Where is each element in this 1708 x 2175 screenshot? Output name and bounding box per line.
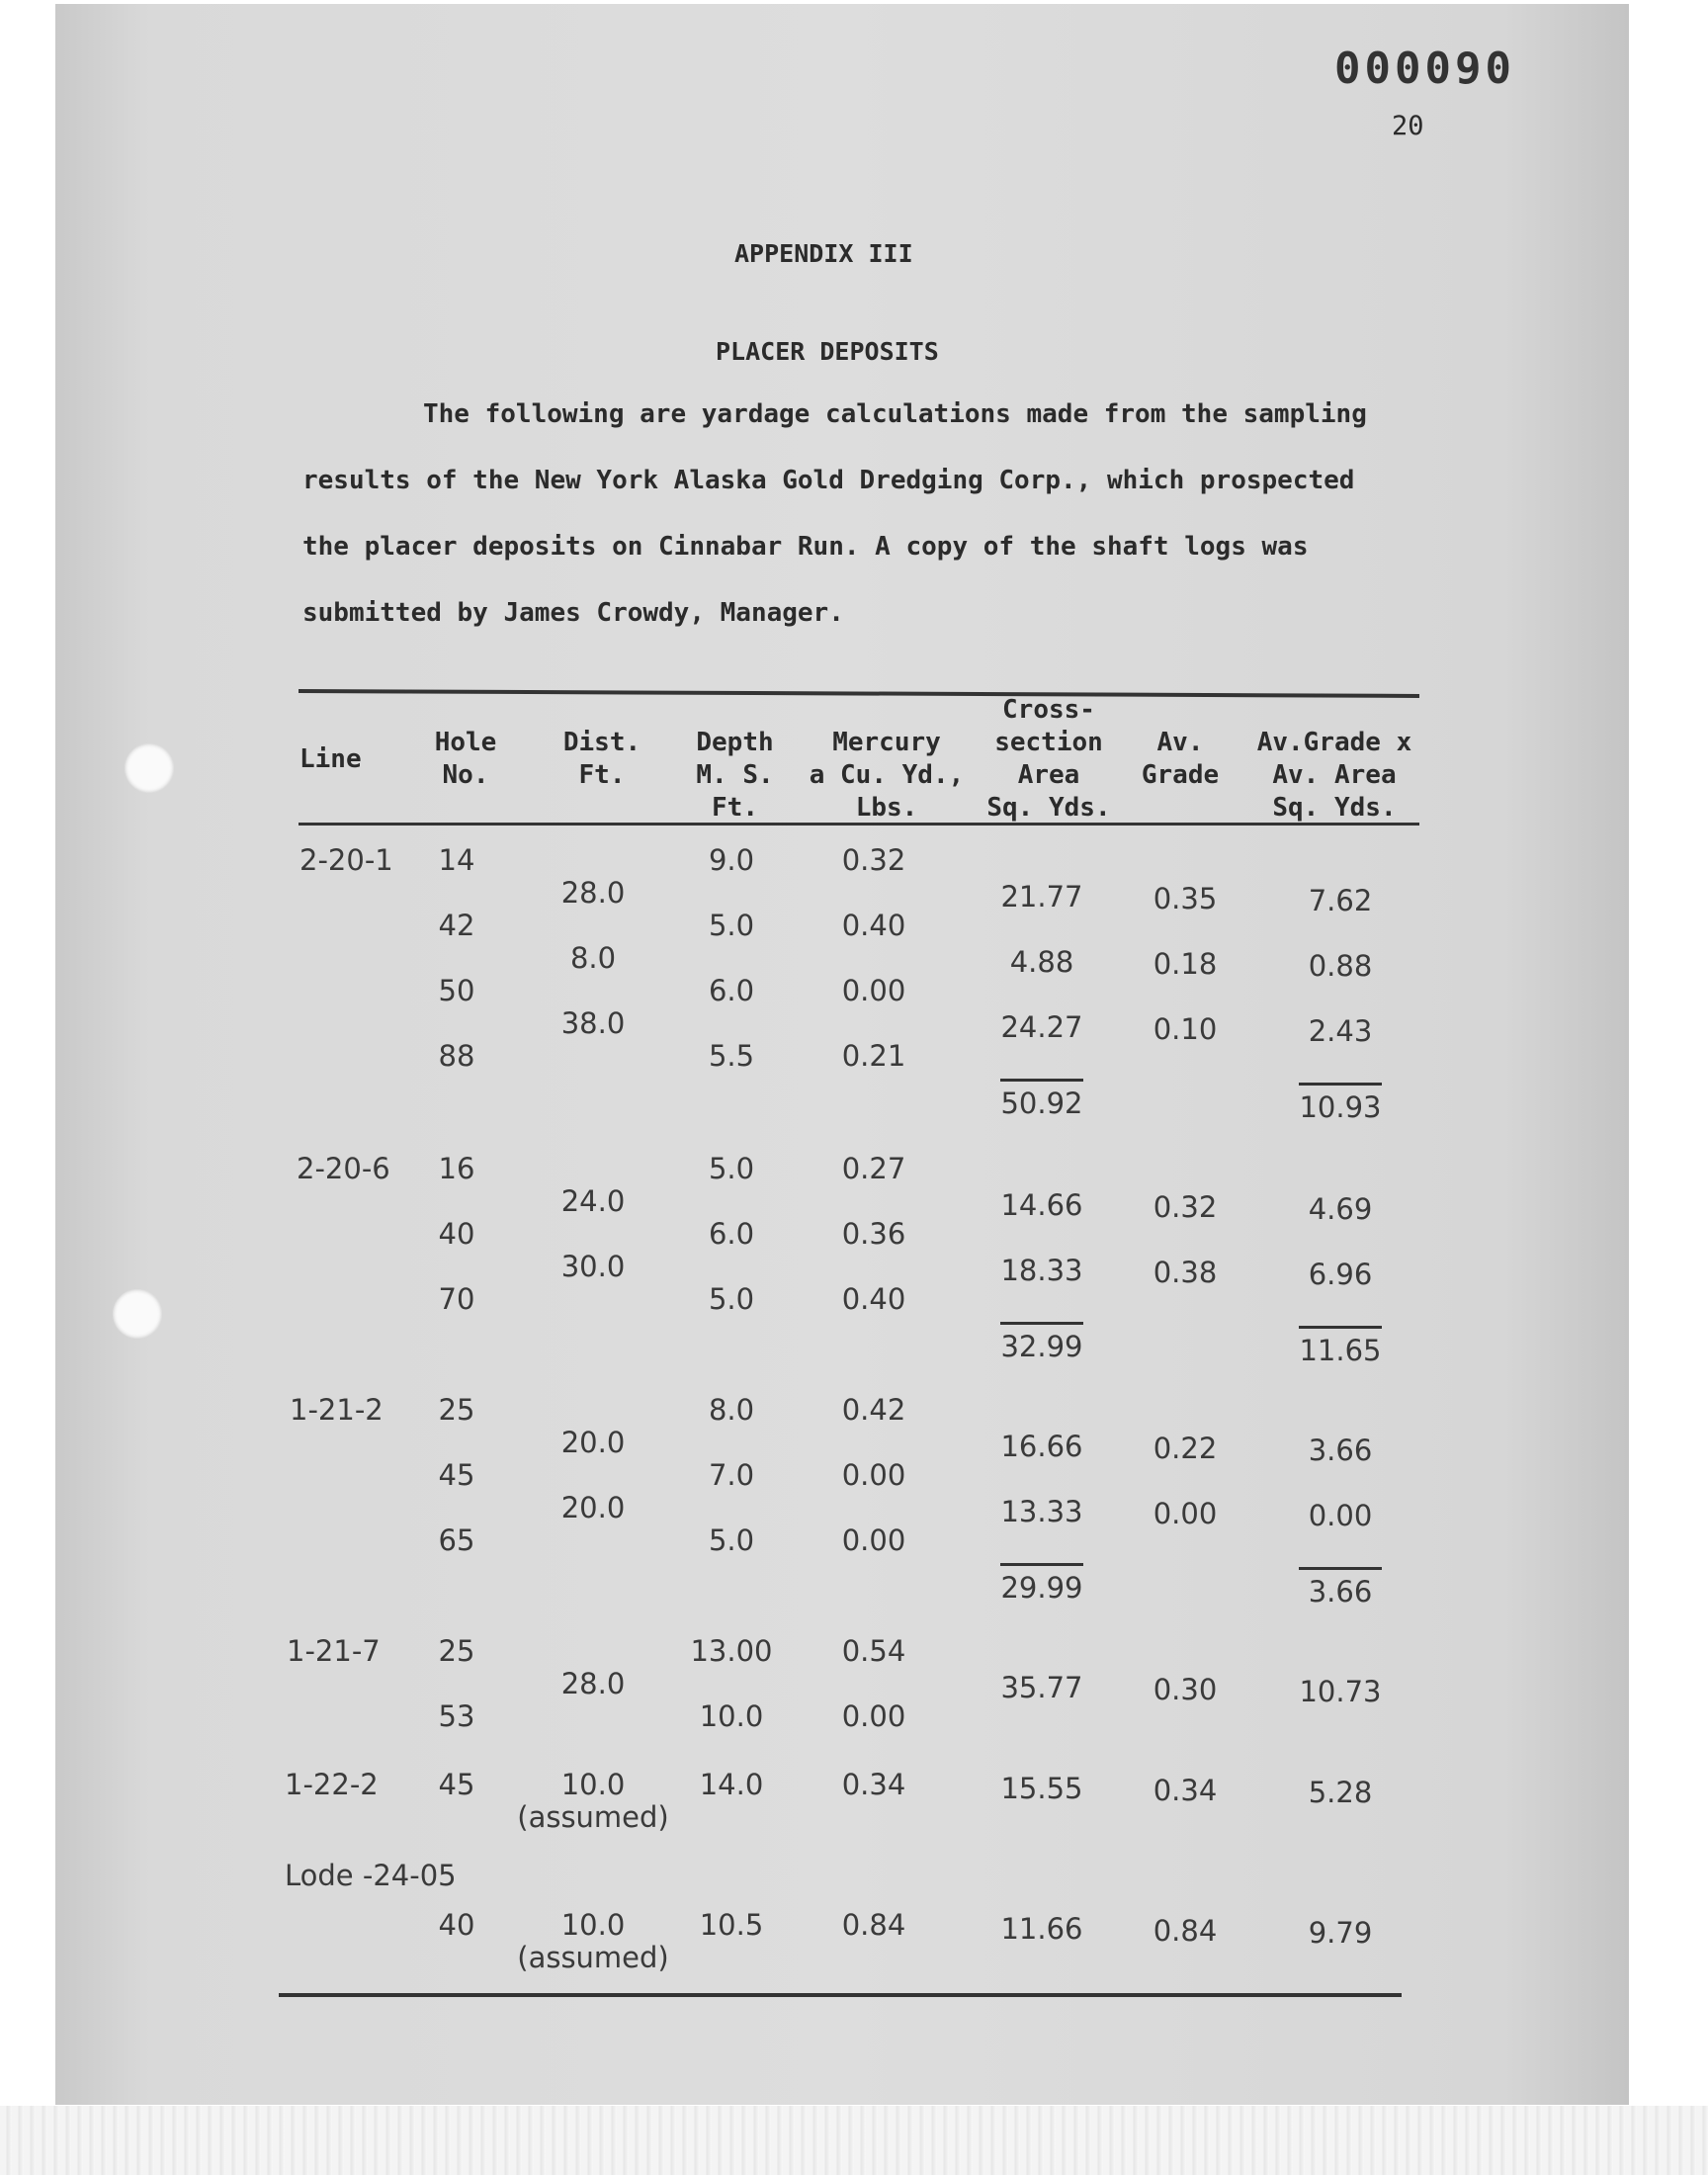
line-label: 1-22-2 bbox=[285, 1768, 379, 1801]
grade-value: 0.00 bbox=[1153, 1497, 1218, 1530]
depth-value: 6.0 bbox=[708, 1217, 755, 1251]
header-line: Line bbox=[299, 744, 362, 774]
distance-value: 8.0 bbox=[569, 941, 617, 975]
distance-value: 28.0 bbox=[560, 1667, 626, 1700]
grade-value: 0.22 bbox=[1153, 1432, 1218, 1465]
distance-note: (assumed) bbox=[517, 1941, 669, 1974]
line-label: Lode -24-05 bbox=[285, 1859, 457, 1892]
header-area bbox=[984, 694, 1113, 825]
product-value: 10.73 bbox=[1299, 1675, 1382, 1708]
mercury-value: 0.00 bbox=[841, 974, 906, 1007]
hole-number: 65 bbox=[438, 1523, 475, 1557]
header-mercury-text: a Cu. Yd., bbox=[809, 760, 965, 790]
area-value: 13.33 bbox=[1000, 1495, 1083, 1528]
hole-number: 45 bbox=[438, 1768, 475, 1801]
page-number: 20 bbox=[1392, 111, 1424, 141]
depth-value: 10.5 bbox=[699, 1908, 764, 1942]
hole-number: 25 bbox=[438, 1634, 475, 1668]
area-value: 14.66 bbox=[1000, 1188, 1083, 1222]
depth-value: 5.0 bbox=[708, 909, 755, 942]
distance-value: 10.0 bbox=[560, 1908, 626, 1942]
line-label: 2-20-1 bbox=[299, 843, 393, 877]
grade-value: 0.84 bbox=[1153, 1914, 1218, 1948]
header-depth bbox=[688, 727, 782, 825]
area-value: 16.66 bbox=[1000, 1430, 1083, 1463]
area-value: 21.77 bbox=[1000, 880, 1083, 914]
hole-number: 40 bbox=[438, 1217, 475, 1251]
mercury-value: 0.00 bbox=[841, 1458, 906, 1492]
header-area-text: Cross- bbox=[1002, 695, 1095, 725]
area-value: 35.77 bbox=[1000, 1671, 1083, 1704]
distance-value: 20.0 bbox=[560, 1491, 626, 1524]
header-hole-no bbox=[423, 727, 508, 792]
product-sum-rule bbox=[1299, 1326, 1382, 1329]
hole-number: 53 bbox=[438, 1699, 475, 1733]
header-grade-text: Grade bbox=[1141, 760, 1220, 790]
product-value: 5.28 bbox=[1308, 1776, 1373, 1809]
depth-value: 5.0 bbox=[708, 1523, 755, 1557]
hole-number: 50 bbox=[438, 974, 475, 1007]
depth-value: 9.0 bbox=[708, 843, 755, 877]
grade-value: 0.32 bbox=[1153, 1190, 1218, 1224]
product-value: 4.69 bbox=[1308, 1192, 1373, 1226]
mercury-value: 0.36 bbox=[841, 1217, 906, 1251]
product-total: 11.65 bbox=[1299, 1334, 1382, 1367]
hole-number: 14 bbox=[438, 843, 475, 877]
depth-value: 5.5 bbox=[708, 1039, 755, 1073]
mercury-value: 0.00 bbox=[841, 1523, 906, 1557]
intro-line-3: the placer deposits on Cinnabar Run. A copy of the shaft logs was bbox=[302, 532, 1309, 562]
hole-number: 16 bbox=[438, 1152, 475, 1185]
mercury-value: 0.84 bbox=[841, 1908, 906, 1942]
area-value: 18.33 bbox=[1000, 1254, 1083, 1287]
document-stamp-number: 000090 bbox=[1334, 44, 1515, 94]
distance-value: 30.0 bbox=[560, 1250, 626, 1283]
section-subheading: PLACER DEPOSITS bbox=[716, 337, 939, 366]
mercury-value: 0.32 bbox=[841, 843, 906, 877]
header-product bbox=[1249, 727, 1419, 825]
area-sum-rule bbox=[1000, 1563, 1083, 1566]
grade-value: 0.38 bbox=[1153, 1256, 1218, 1289]
depth-value: 13.00 bbox=[690, 1634, 773, 1668]
mercury-value: 0.42 bbox=[841, 1393, 906, 1427]
product-value: 7.62 bbox=[1308, 884, 1373, 917]
product-total: 10.93 bbox=[1299, 1090, 1382, 1124]
header-area-text: Area bbox=[1017, 760, 1080, 790]
grade-value: 0.30 bbox=[1153, 1673, 1218, 1706]
punch-hole-bottom bbox=[113, 1289, 162, 1339]
area-value: 4.88 bbox=[1009, 945, 1074, 979]
distance-value: 28.0 bbox=[560, 876, 626, 910]
header-depth-text: Ft. bbox=[712, 793, 758, 823]
depth-value: 8.0 bbox=[708, 1393, 755, 1427]
header-depth-text: M. S. bbox=[696, 760, 774, 790]
product-value: 0.88 bbox=[1308, 949, 1373, 983]
header-mercury-text: Lbs. bbox=[855, 793, 918, 823]
distance-value: 10.0 bbox=[560, 1768, 626, 1801]
header-mercury bbox=[803, 727, 971, 825]
distance-note: (assumed) bbox=[517, 1800, 669, 1834]
line-label: 2-20-6 bbox=[297, 1152, 390, 1185]
area-total: 50.92 bbox=[1000, 1087, 1083, 1120]
header-dist-text: Ft. bbox=[578, 760, 626, 790]
appendix-heading: APPENDIX III bbox=[734, 239, 913, 268]
scan-edge bbox=[0, 2106, 1708, 2175]
mercury-value: 0.34 bbox=[841, 1768, 906, 1801]
header-depth-text: Depth bbox=[696, 728, 774, 757]
header-hole-text: Hole bbox=[434, 728, 497, 757]
product-value: 0.00 bbox=[1308, 1499, 1373, 1532]
mercury-value: 0.27 bbox=[841, 1152, 906, 1185]
area-value: 11.66 bbox=[1000, 1912, 1083, 1946]
area-value: 24.27 bbox=[1000, 1010, 1083, 1044]
depth-value: 10.0 bbox=[699, 1699, 764, 1733]
header-mercury-text: Mercury bbox=[832, 728, 941, 757]
distance-value: 24.0 bbox=[560, 1184, 626, 1218]
punch-hole-top bbox=[125, 743, 174, 793]
mercury-value: 0.40 bbox=[841, 909, 906, 942]
depth-value: 7.0 bbox=[708, 1458, 755, 1492]
header-dist-ft bbox=[553, 727, 651, 792]
product-sum-rule bbox=[1299, 1083, 1382, 1086]
intro-line-2: results of the New York Alaska Gold Dredging Corp., which prospected bbox=[302, 466, 1355, 495]
hole-number: 70 bbox=[438, 1282, 475, 1316]
header-grade-text: Av. bbox=[1156, 728, 1204, 757]
hole-number: 42 bbox=[438, 909, 475, 942]
product-total: 3.66 bbox=[1308, 1575, 1373, 1609]
line-label: 1-21-2 bbox=[290, 1393, 384, 1427]
depth-value: 5.0 bbox=[708, 1282, 755, 1316]
grade-value: 0.10 bbox=[1153, 1012, 1218, 1046]
area-total: 29.99 bbox=[1000, 1571, 1083, 1605]
product-sum-rule bbox=[1299, 1567, 1382, 1570]
distance-value: 20.0 bbox=[560, 1426, 626, 1459]
depth-value: 5.0 bbox=[708, 1152, 755, 1185]
hole-number: 88 bbox=[438, 1039, 475, 1073]
mercury-value: 0.40 bbox=[841, 1282, 906, 1316]
product-value: 6.96 bbox=[1308, 1258, 1373, 1291]
header-product-text: Sq. Yds. bbox=[1272, 793, 1397, 823]
grade-value: 0.35 bbox=[1153, 882, 1218, 915]
grade-value: 0.18 bbox=[1153, 947, 1218, 981]
hole-number: 45 bbox=[438, 1458, 475, 1492]
area-total: 32.99 bbox=[1000, 1330, 1083, 1363]
header-dist-text: Dist. bbox=[562, 728, 641, 757]
header-area-text: Sq. Yds. bbox=[986, 793, 1111, 823]
hole-number: 25 bbox=[438, 1393, 475, 1427]
product-value: 9.79 bbox=[1308, 1916, 1373, 1950]
header-product-text: Av.Grade x bbox=[1256, 728, 1412, 757]
mercury-value: 0.00 bbox=[841, 1699, 906, 1733]
intro-line-1: The following are yardage calculations made from the sampling bbox=[423, 399, 1367, 429]
mercury-value: 0.21 bbox=[841, 1039, 906, 1073]
depth-value: 14.0 bbox=[699, 1768, 764, 1801]
hole-number: 40 bbox=[438, 1908, 475, 1942]
product-value: 2.43 bbox=[1308, 1014, 1373, 1048]
area-sum-rule bbox=[1000, 1079, 1083, 1082]
header-area-text: section bbox=[994, 728, 1103, 757]
intro-line-4: submitted by James Crowdy, Manager. bbox=[302, 598, 844, 628]
product-value: 3.66 bbox=[1308, 1434, 1373, 1467]
line-label: 1-21-7 bbox=[287, 1634, 381, 1668]
header-grade bbox=[1133, 727, 1228, 792]
header-product-text: Av. Area bbox=[1272, 760, 1397, 790]
depth-value: 6.0 bbox=[708, 974, 755, 1007]
distance-value: 38.0 bbox=[560, 1006, 626, 1040]
grade-value: 0.34 bbox=[1153, 1774, 1218, 1807]
table-bottom-rule bbox=[279, 1993, 1402, 1997]
area-sum-rule bbox=[1000, 1322, 1083, 1325]
mercury-value: 0.54 bbox=[841, 1634, 906, 1668]
header-hole-text: No. bbox=[442, 760, 489, 790]
area-value: 15.55 bbox=[1000, 1772, 1083, 1805]
